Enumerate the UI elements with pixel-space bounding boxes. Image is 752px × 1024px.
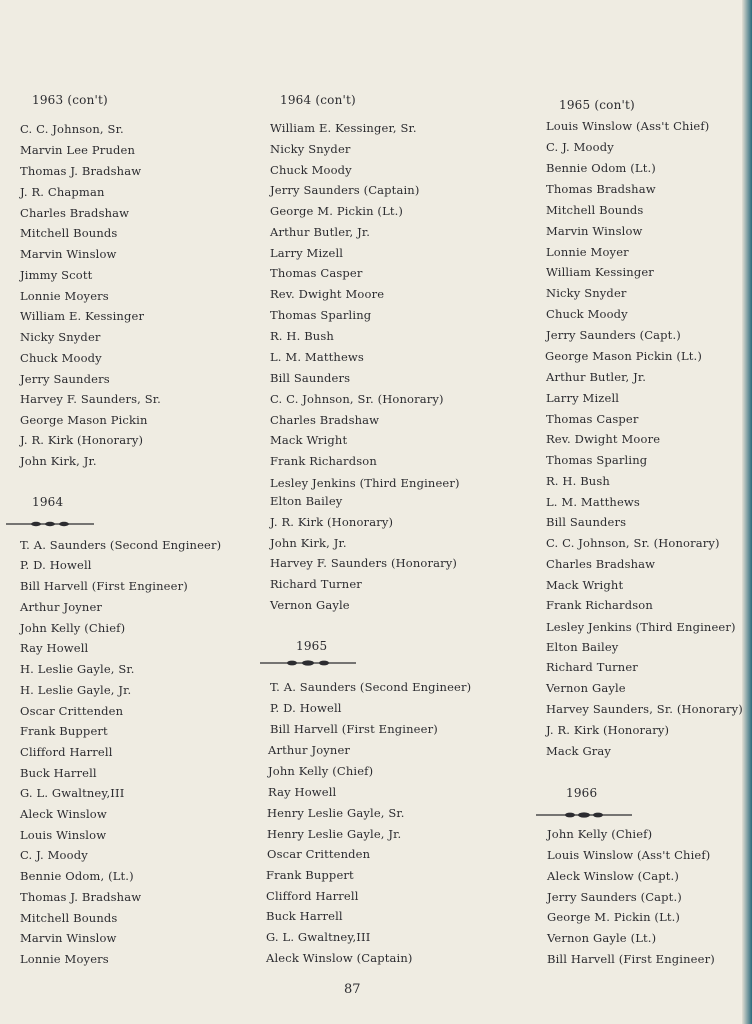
list-item: John Kelly (Chief) xyxy=(547,827,653,841)
list-item: Thomas Sparling xyxy=(270,308,372,322)
list-item: Vernon Gayle xyxy=(546,681,626,695)
list-item: William E. Kessinger, Sr. xyxy=(270,121,417,135)
list-item: Arthur Butler, Jr. xyxy=(546,370,647,384)
list-item: Rev. Dwight Moore xyxy=(546,432,661,446)
list-item: Jerry Saunders (Capt.) xyxy=(546,328,681,342)
list-item: Henry Leslie Gayle, Jr. xyxy=(267,827,402,841)
list-item: Vernon Gayle (Lt.) xyxy=(547,931,657,945)
list-item: George Mason Pickin xyxy=(20,413,148,427)
list-item: George M. Pickin (Lt.) xyxy=(270,204,404,218)
list-item: Lesley Jenkins (Third Engineer) xyxy=(546,620,736,634)
list-item: Clifford Harrell xyxy=(266,889,359,903)
list-item: H. Leslie Gayle, Sr. xyxy=(20,662,135,676)
list-item: Mitchell Bounds xyxy=(20,911,118,925)
list-item: C. C. Johnson, Sr. xyxy=(20,122,124,136)
list-item: L. M. Matthews xyxy=(546,495,640,509)
list-item: Jerry Saunders xyxy=(20,372,110,386)
list-item: Arthur Joyner xyxy=(20,600,103,614)
list-item: Larry Mizell xyxy=(270,246,344,260)
list-item: Louis Winslow (Ass't Chief) xyxy=(546,119,710,133)
list-item: R. H. Bush xyxy=(270,329,334,343)
list-item: Henry Leslie Gayle, Sr. xyxy=(267,806,405,820)
list-item: George M. Pickin (Lt.) xyxy=(547,910,681,924)
list-item: Charles Bradshaw xyxy=(20,206,130,220)
list-item: Buck Harrell xyxy=(20,766,97,780)
page-edge xyxy=(742,0,752,1024)
list-item: Aleck Winslow (Captain) xyxy=(266,951,413,965)
list-item: Bill Harvell (First Engineer) xyxy=(270,722,438,736)
list-item: Aleck Winslow (Capt.) xyxy=(547,869,679,883)
list-item: Richard Turner xyxy=(546,660,638,674)
list-item: Frank Richardson xyxy=(546,598,653,612)
list-item: Jerry Saunders (Captain) xyxy=(270,183,420,197)
list-item: Nicky Snyder xyxy=(270,142,351,156)
list-item: Bennie Odom (Lt.) xyxy=(546,161,656,175)
list-item: Oscar Crittenden xyxy=(267,847,371,861)
list-item: Chuck Moody xyxy=(20,351,102,365)
list-item: Thomas Casper xyxy=(546,412,639,426)
list-item: P. D. Howell xyxy=(270,701,342,715)
list-item: Arthur Butler, Jr. xyxy=(270,225,371,239)
section-heading-1964: 1964 xyxy=(32,495,64,509)
list-item: L. M. Matthews xyxy=(270,350,364,364)
list-item: Buck Harrell xyxy=(266,909,343,923)
ornamental-divider xyxy=(260,657,356,669)
list-item: J. R. Chapman xyxy=(20,185,105,199)
list-item: Marvin Winslow xyxy=(546,224,643,238)
section-heading-1964-cont: 1964 (con't) xyxy=(280,93,356,107)
list-item: Thomas J. Bradshaw xyxy=(20,890,142,904)
section-heading-1965: 1965 xyxy=(296,639,328,653)
list-item: Oscar Crittenden xyxy=(20,704,124,718)
list-item: Rev. Dwight Moore xyxy=(270,287,385,301)
section-heading-1963-cont: 1963 (con't) xyxy=(32,93,108,107)
list-item: Chuck Moody xyxy=(270,163,352,177)
list-item: Bill Saunders xyxy=(270,371,351,385)
list-item: C. C. Johnson, Sr. (Honorary) xyxy=(270,392,444,406)
list-item: Charles Bradshaw xyxy=(546,557,656,571)
list-item: Mack Gray xyxy=(546,744,612,758)
list-item: Charles Bradshaw xyxy=(270,413,380,427)
list-item: Harvey Saunders, Sr. (Honorary) xyxy=(546,702,743,716)
list-item: John Kelly (Chief) xyxy=(20,621,126,635)
list-item: Nicky Snyder xyxy=(546,286,627,300)
list-item: Arthur Joyner xyxy=(268,743,351,757)
list-item: Lonnie Moyer xyxy=(546,245,629,259)
list-item: Ray Howell xyxy=(20,641,89,655)
list-item: William E. Kessinger xyxy=(20,309,145,323)
list-item: C. C. Johnson, Sr. (Honorary) xyxy=(546,536,720,550)
list-item: Frank Richardson xyxy=(270,454,377,468)
list-item: Bill Harvell (First Engineer) xyxy=(547,952,715,966)
list-item: Bill Saunders xyxy=(546,515,627,529)
list-item: Harvey F. Saunders (Honorary) xyxy=(270,556,458,570)
list-item: Elton Bailey xyxy=(270,494,343,508)
list-item: T. A. Saunders (Second Engineer) xyxy=(20,538,222,552)
list-item: R. H. Bush xyxy=(546,474,610,488)
list-item: Chuck Moody xyxy=(546,307,628,321)
list-item: J. R. Kirk (Honorary) xyxy=(270,515,394,529)
list-item: Louis Winslow xyxy=(20,828,107,842)
list-item: Bill Harvell (First Engineer) xyxy=(20,579,188,593)
list-item: Marvin Winslow xyxy=(20,247,117,261)
list-item: Mitchell Bounds xyxy=(20,226,118,240)
list-item: Jimmy Scott xyxy=(20,268,93,282)
list-item: Louis Winslow (Ass't Chief) xyxy=(547,848,711,862)
list-item: Lesley Jenkins (Third Engineer) xyxy=(270,476,460,490)
list-item: Richard Turner xyxy=(270,577,362,591)
list-item: John Kirk, Jr. xyxy=(20,454,97,468)
list-item: G. L. Gwaltney,III xyxy=(266,930,371,944)
list-item: Frank Buppert xyxy=(266,868,354,882)
list-item: C. J. Moody xyxy=(546,140,614,154)
list-item: William Kessinger xyxy=(546,265,654,279)
list-item: Clifford Harrell xyxy=(20,745,113,759)
list-item: Ray Howell xyxy=(268,785,337,799)
list-item: Aleck Winslow xyxy=(20,807,107,821)
list-item: Vernon Gayle xyxy=(270,598,350,612)
list-item: Nicky Snyder xyxy=(20,330,101,344)
list-item: Mitchell Bounds xyxy=(546,203,644,217)
section-heading-1966: 1966 xyxy=(566,786,598,800)
list-item: Thomas Casper xyxy=(270,266,363,280)
list-item: John Kirk, Jr. xyxy=(270,536,347,550)
page-number: 87 xyxy=(344,982,361,997)
list-item: J. R. Kirk (Honorary) xyxy=(20,433,144,447)
list-item: P. D. Howell xyxy=(20,558,92,572)
list-item: Elton Bailey xyxy=(546,640,619,654)
list-item: Jerry Saunders (Capt.) xyxy=(547,890,682,904)
list-item: Larry Mizell xyxy=(546,391,620,405)
list-item: Lonnie Moyers xyxy=(20,289,109,303)
list-item: Lonnie Moyers xyxy=(20,952,109,966)
list-item: Thomas Sparling xyxy=(546,453,648,467)
list-item: H. Leslie Gayle, Jr. xyxy=(20,683,132,697)
list-item: Mack Wright xyxy=(546,578,624,592)
list-item: Marvin Lee Pruden xyxy=(20,143,136,157)
list-item: Marvin Winslow xyxy=(20,931,117,945)
ornamental-divider xyxy=(6,518,94,530)
list-item: Frank Buppert xyxy=(20,724,108,738)
list-item: J. R. Kirk (Honorary) xyxy=(546,723,670,737)
list-item: T. A. Saunders (Second Engineer) xyxy=(270,680,472,694)
ornamental-divider xyxy=(536,809,632,821)
section-heading-1965-cont: 1965 (con't) xyxy=(559,98,635,112)
list-item: Thomas Bradshaw xyxy=(546,182,656,196)
list-item: C. J. Moody xyxy=(20,848,88,862)
list-item: Bennie Odom, (Lt.) xyxy=(20,869,134,883)
list-item: Harvey F. Saunders, Sr. xyxy=(20,392,161,406)
list-item: Thomas J. Bradshaw xyxy=(20,164,142,178)
list-item: G. L. Gwaltney,III xyxy=(20,786,125,800)
list-item: John Kelly (Chief) xyxy=(268,764,374,778)
list-item: George Mason Pickin (Lt.) xyxy=(545,349,702,363)
list-item: Mack Wright xyxy=(270,433,348,447)
